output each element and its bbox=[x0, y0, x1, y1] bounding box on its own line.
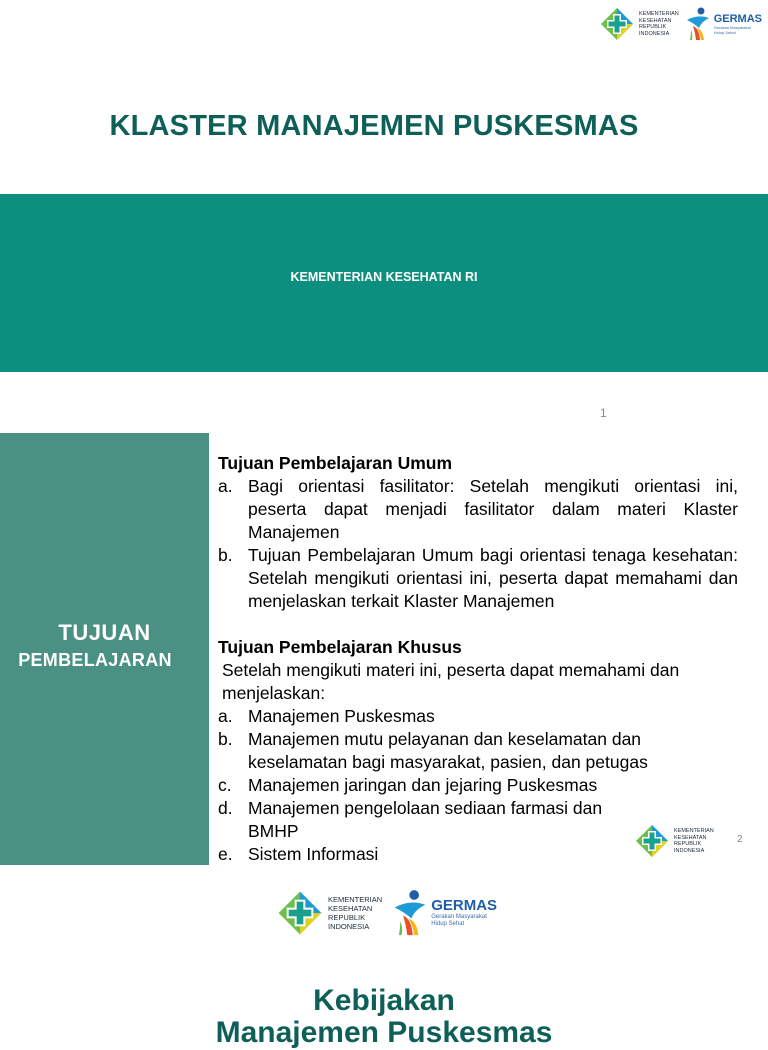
kemenkes-wordmark: KEMENTERIAN KESEHATAN REPUBLIK INDONESIA bbox=[638, 11, 679, 37]
list-item: e. Sistem Informasi bbox=[218, 844, 379, 864]
list-item: a. Bagi orientasi fasilitator: Setelah mengikuti orientasi ini, peserta dapat menjadi fasilitator dalam materi Klaster Manajemen bbox=[218, 476, 738, 542]
list-item: b. Manajemen mutu pelayanan dan keselamatan dan keselamatan bagi masyarakat, pasien, dan petugas bbox=[218, 729, 648, 772]
slide1-page-number: 1 bbox=[600, 406, 607, 420]
side-title-line2: PEMBELAJARAN bbox=[18, 650, 172, 670]
germas-logo bbox=[685, 6, 762, 42]
kemenkes-emblem-icon bbox=[599, 6, 635, 42]
slide2-page-number: 2 bbox=[737, 834, 743, 845]
list-item: d. Manajemen pengelolaan sediaan farmasi dan BMHP bbox=[218, 798, 603, 841]
umum-heading: Tujuan Pembelajaran Umum bbox=[218, 453, 453, 473]
germas-wordmark: GERMAS Gerakan Masyarakat Hidup Sehat bbox=[431, 897, 498, 927]
list-item: b. Tujuan Pembelajaran Umum bagi orientasi tenaga kesehatan: Setelah mengikuti orientasi ini, peserta dapat memahami dan menjelaskan terkait Klaster Manajemen bbox=[218, 545, 738, 611]
kemenkes-logo bbox=[276, 889, 382, 937]
kemenkes-emblem-icon bbox=[276, 889, 324, 937]
objectives-content bbox=[218, 452, 738, 866]
khusus-heading: Tujuan Pembelajaran Khusus bbox=[218, 637, 462, 657]
kemenkes-wordmark: KEMENTERIAN KESEHATAN REPUBLIK INDONESIA bbox=[674, 828, 714, 854]
list-item: c. Manajemen jaringan dan jejaring Puskesmas bbox=[218, 775, 598, 795]
germas-logo bbox=[392, 888, 497, 938]
slide1-title: KLASTER MANAJEMEN PUSKESMAS bbox=[109, 110, 639, 142]
slide3-title-line1: Kebijakan bbox=[313, 984, 455, 1017]
side-title-line1: TUJUAN bbox=[58, 620, 151, 645]
kemenkes-emblem-icon bbox=[634, 823, 670, 859]
germas-figure-icon bbox=[685, 6, 711, 42]
slide2-kemenkes-logo bbox=[634, 823, 714, 859]
germas-figure-icon bbox=[392, 888, 428, 938]
list-item: a. Manajemen Puskesmas bbox=[218, 706, 435, 726]
kemenkes-logo bbox=[599, 6, 679, 42]
slide3-logos bbox=[276, 888, 497, 938]
germas-wordmark: GERMAS Gerakan Masyarakat Hidup Sehat bbox=[713, 12, 762, 35]
khusus-intro: Setelah mengikuti materi ini, peserta dapat memahami dan menjelaskan: bbox=[222, 660, 680, 703]
header-logos bbox=[599, 6, 762, 42]
side-panel bbox=[0, 433, 209, 865]
slide1-subtitle: KEMENTERIAN KESEHATAN RI bbox=[290, 270, 478, 284]
kemenkes-wordmark: KEMENTERIAN KESEHATAN REPUBLIK INDONESIA bbox=[328, 895, 383, 931]
slide3-title-line2: Manajemen Puskesmas bbox=[215, 1016, 553, 1049]
